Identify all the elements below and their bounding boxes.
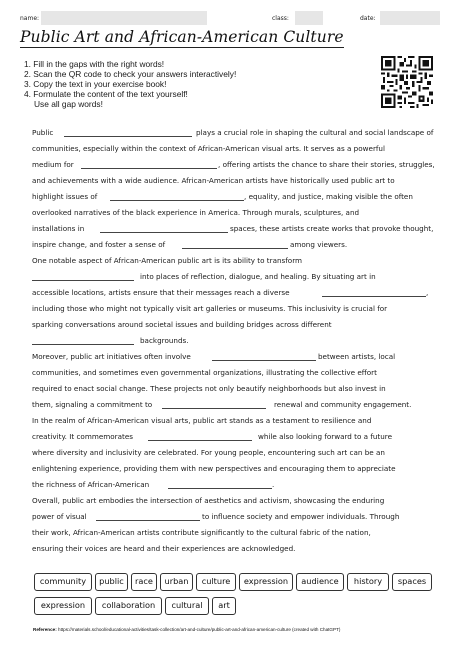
word-chip[interactable]: race bbox=[131, 573, 157, 591]
text-line bbox=[32, 525, 432, 541]
gap-8[interactable] bbox=[32, 344, 134, 345]
text-line bbox=[32, 349, 432, 365]
word-chip[interactable]: community bbox=[34, 573, 92, 591]
text-segment: . bbox=[272, 480, 275, 489]
text-segment: power of visual bbox=[32, 512, 87, 521]
instruction-4: 4. Formulate the content of the text yourself! bbox=[24, 89, 188, 99]
gap-10[interactable] bbox=[162, 408, 266, 409]
text-segment: sparking conversations around societal issues and building bridges across different bbox=[32, 320, 332, 329]
word-chip[interactable]: cultural bbox=[165, 597, 209, 615]
text-line bbox=[32, 477, 432, 493]
text-line bbox=[32, 317, 432, 333]
text-line bbox=[32, 189, 432, 205]
text-segment: spaces, these artists create works that provoke thought, bbox=[230, 224, 434, 233]
text-line bbox=[32, 429, 432, 445]
text-line bbox=[32, 253, 432, 269]
gap-2[interactable] bbox=[81, 168, 217, 169]
text-segment: including those who might not typically visit art galleries or museums. This inclusivity is crucial for bbox=[32, 304, 388, 313]
word-chip[interactable]: public bbox=[95, 573, 128, 591]
gap-9[interactable] bbox=[212, 360, 316, 361]
reference-label: Reference: bbox=[33, 627, 57, 632]
gap-5[interactable] bbox=[182, 248, 288, 249]
instruction-1: 1. Fill in the gaps with the right words! bbox=[24, 59, 165, 69]
date-field[interactable] bbox=[380, 11, 440, 25]
word-chip[interactable]: expression bbox=[34, 597, 92, 615]
word-chip[interactable]: urban bbox=[160, 573, 193, 591]
gap-3[interactable] bbox=[110, 200, 244, 201]
text-line bbox=[32, 221, 432, 237]
text-line bbox=[32, 237, 432, 253]
text-line bbox=[32, 413, 432, 429]
text-line bbox=[32, 301, 432, 317]
text-line bbox=[32, 493, 432, 509]
text-segment: them, signaling a commitment to bbox=[32, 400, 153, 409]
text-line bbox=[32, 269, 432, 285]
text-line bbox=[32, 461, 432, 477]
gap-11[interactable] bbox=[148, 440, 252, 441]
text-line bbox=[32, 541, 432, 557]
text-segment: One notable aspect of African-American public art is its ability to transform bbox=[32, 256, 303, 265]
text-segment: , equality, and justice, making visible the often bbox=[244, 192, 413, 201]
text-segment: and achievements with a wide audience. African-American artists have historically used public art to bbox=[32, 176, 395, 185]
name-label: name: bbox=[20, 15, 40, 22]
instruction-3: 3. Copy the text in your exercise book! bbox=[24, 79, 167, 89]
text-line bbox=[32, 285, 432, 301]
text-segment: renewal and community engagement. bbox=[274, 400, 412, 409]
date-label: date: bbox=[360, 15, 376, 22]
text-segment: medium for bbox=[32, 160, 74, 169]
instruction-4-note: Use all gap words! bbox=[34, 99, 103, 109]
gap-text bbox=[32, 125, 435, 557]
text-line bbox=[32, 333, 432, 349]
class-label: class: bbox=[272, 15, 289, 22]
text-segment: between artists, local bbox=[318, 352, 396, 361]
text-segment: highlight issues of bbox=[32, 192, 98, 201]
text-line bbox=[32, 397, 432, 413]
text-line bbox=[32, 205, 432, 221]
text-segment: installations in bbox=[32, 224, 85, 233]
text-segment: Overall, public art embodies the intersection of aesthetics and activism, showcasing the enduring bbox=[32, 496, 385, 505]
text-segment: required to enact social change. These projects not only beautify neighborhoods but also invest in bbox=[32, 384, 386, 393]
text-segment: to influence society and empower individuals. Through bbox=[202, 512, 400, 521]
class-field[interactable] bbox=[295, 11, 323, 25]
gap-7[interactable] bbox=[322, 296, 426, 297]
header-bar bbox=[20, 11, 440, 25]
text-segment: backgrounds. bbox=[140, 336, 189, 345]
text-line bbox=[32, 365, 432, 381]
text-segment: creativity. It commemorates bbox=[32, 432, 133, 441]
text-line bbox=[32, 173, 432, 189]
word-chip[interactable]: expression bbox=[239, 573, 293, 591]
text-segment: accessible locations, artists ensure that their messages reach a diverse bbox=[32, 288, 290, 297]
word-chip[interactable]: history bbox=[347, 573, 389, 591]
text-segment: Moreover, public art initiatives often involve bbox=[32, 352, 191, 361]
text-segment: , bbox=[426, 288, 429, 297]
text-segment: communities, especially within the context of African-American visual arts. It serves as a powerful bbox=[32, 144, 385, 153]
page-title: Public Art and African-American Culture bbox=[20, 28, 344, 46]
text-segment: plays a crucial role in shaping the cultural and social landscape of bbox=[196, 128, 434, 137]
text-segment: overlooked narratives of the black experience in America. Through murals, sculptures, and bbox=[32, 208, 360, 217]
text-segment: ensuring their voices are heard and their experiences are acknowledged. bbox=[32, 544, 296, 553]
word-chip[interactable]: spaces bbox=[392, 573, 432, 591]
text-segment: among viewers. bbox=[290, 240, 348, 249]
text-line bbox=[32, 141, 432, 157]
instructions-list bbox=[24, 59, 236, 109]
text-line bbox=[32, 157, 435, 173]
text-line bbox=[32, 125, 432, 141]
text-segment: while also looking forward to a future bbox=[258, 432, 393, 441]
text-segment: communities, and sometimes even governmental organizations, illustrating the collective effort bbox=[32, 368, 377, 377]
word-chip[interactable]: collaboration bbox=[95, 597, 162, 615]
reference-link[interactable]: https://materials.school/educational-activities/task-collection/art-and-culture/public-art-and-african-american-culture (created with ChatGPT) bbox=[58, 627, 341, 632]
text-segment: where diversity and inclusivity are celebrated. For young people, encountering such art can be an bbox=[32, 448, 385, 457]
name-field[interactable] bbox=[41, 11, 207, 25]
text-segment: their work, African-American artists contribute significantly to the cultural fabric of the nation, bbox=[32, 528, 371, 537]
text-segment: enlightening experience, providing them with new perspectives and encouraging them to appreciate bbox=[32, 464, 396, 473]
reference bbox=[33, 627, 340, 632]
gap-12[interactable] bbox=[168, 488, 272, 489]
word-chip[interactable]: audience bbox=[296, 573, 344, 591]
word-chip[interactable]: culture bbox=[196, 573, 236, 591]
text-segment: into places of reflection, dialogue, and healing. By situating art in bbox=[140, 272, 376, 281]
gap-4[interactable] bbox=[100, 232, 228, 233]
gap-1[interactable] bbox=[64, 136, 192, 137]
text-line bbox=[32, 445, 432, 461]
text-segment: the richness of African-American bbox=[32, 480, 150, 489]
text-segment: , offering artists the chance to share their stories, struggles, bbox=[218, 160, 435, 169]
qr-code-icon[interactable] bbox=[381, 56, 433, 108]
instruction-2: 2. Scan the QR code to check your answers interactively! bbox=[24, 69, 237, 79]
text-segment: Public bbox=[32, 128, 54, 137]
text-segment: In the realm of African-American visual arts, public art stands as a testament to resilience and bbox=[32, 416, 372, 425]
gap-6[interactable] bbox=[32, 280, 134, 281]
text-line bbox=[32, 381, 432, 397]
gap-13[interactable] bbox=[96, 520, 200, 521]
word-chip[interactable]: art bbox=[212, 597, 236, 615]
text-segment: inspire change, and foster a sense of bbox=[32, 240, 166, 249]
text-line bbox=[32, 509, 432, 525]
